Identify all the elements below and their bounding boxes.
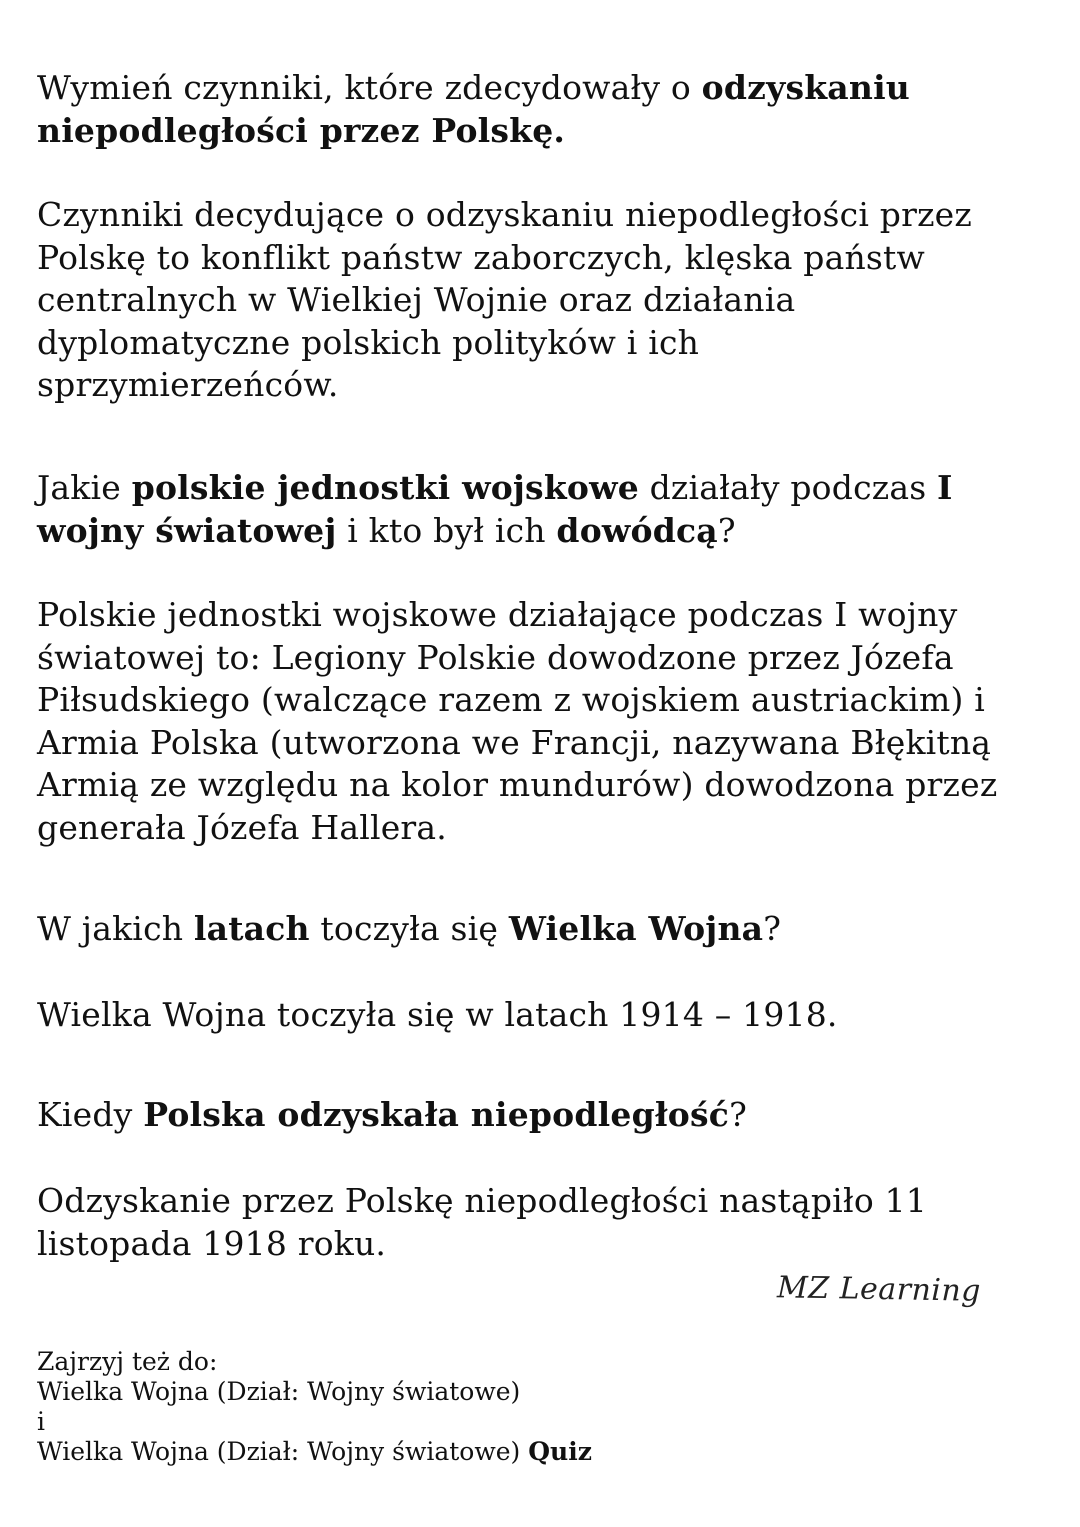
answer-2-line: Armia Polska (utworzona we Francji, nazywana Błękitną [37,722,992,762]
answer-1-line: dyplomatyczne polskich polityków i ich [37,322,700,362]
answer-2-line: generała Józefa Hallera. [37,807,447,847]
question-2-part: wojny światowej [37,510,337,550]
answer-2-line: Armią ze względu na kolor mundurów) dowodzona przez [37,765,998,804]
answer-2-line: światowej to: Legiony Polskie dowodzone przez Józefa [37,637,954,677]
signature: MZ Learning [776,1270,982,1309]
question-3-part: latach [193,909,310,948]
answer-2 [37,594,1047,849]
question-1-part: niepodległości przez Polskę. [37,110,566,150]
question-2-part: działały podczas [638,468,938,507]
answer-1-line: Czynniki decydujące o odzyskaniu niepodległości przez [37,195,972,234]
answer-4-line: Odzyskanie przez Polskę niepodległości nastąpiło 11 [37,1181,927,1220]
question-1-part: Wymień czynniki, które zdecydowały o [37,68,702,107]
question-2-part: I [937,468,953,507]
footer-link-1[interactable]: Wielka Wojna (Dział: Wojny światowe) [37,1377,521,1406]
answer-1-line: Polskę to konflikt państw zaborczych, klęska państw [37,237,925,277]
answer-1 [37,194,1047,407]
answer-3 [37,994,1047,1037]
question-3 [37,908,1047,951]
answer-1-line: centralnych w Wielkiej Wojnie oraz działania [37,280,796,319]
question-4 [37,1094,1047,1137]
question-3-part: W jakich [37,909,194,948]
question-2-part: ? [717,510,736,550]
answer-4-line: listopada 1918 roku. [37,1223,387,1263]
question-4-part: ? [729,1095,747,1134]
question-2-part: dowódcą [556,510,718,550]
question-3-part: toczyła się [309,909,509,948]
question-2-part: Jakie [37,468,132,507]
answer-2-line: Piłsudskiego (walczące razem z wojskiem austriackim) i [37,680,985,719]
answer-2-line: Polskie jednostki wojskowe działające podczas I wojny [37,595,958,634]
footer-link-2-text: Wielka Wojna (Dział: Wojny światowe) [37,1437,521,1466]
footer-intro: Zajrzyj też do: [37,1347,218,1376]
question-4-part: Polska odzyskała niepodległość [143,1095,730,1134]
answer-3-line: Wielka Wojna toczyła się w latach 1914 – 1918. [37,995,838,1034]
question-3-part: Wielka Wojna [508,909,764,948]
footer-conjunction: i [37,1407,45,1436]
footer-quiz-label: Quiz [528,1437,592,1466]
answer-4 [37,1180,1047,1265]
see-also-footer [37,1347,737,1467]
footer-link-2[interactable] [37,1437,737,1467]
question-1-part: odzyskaniu [701,68,911,107]
question-3-part: ? [763,909,782,948]
question-2-part: i kto był ich [336,510,557,550]
question-1 [37,67,1047,152]
question-2 [37,467,1047,552]
question-4-part: Kiedy [37,1095,144,1134]
question-2-part: polskie jednostki wojskowe [131,468,639,507]
answer-1-line: sprzymierzeńców. [37,365,339,404]
